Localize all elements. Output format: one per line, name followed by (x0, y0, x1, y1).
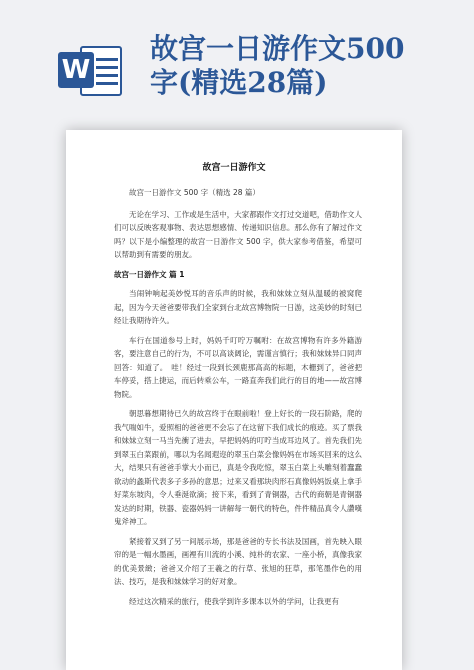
page-header (0, 0, 474, 130)
body-paragraph: 朝思暮想期待已久的故宫终于在眼前啦！登上好长的一段石阶路，爬的我气喘如牛，爱照相的爸爸更不会忘了在这留下我们成长的痕迹。买了票我和妹妹立刻一马当先衝了进去，早把妈妈的叮咛当成耳边风了。首先我们先到翠玉白菜跟前，哪以为名闻遐迩的翠玉白菜会像妈妈在市场买回来的这么大，结果只有爸爸手掌大小而已，真是令我吃惊，翠玉白菜上头雕刻着蠢蠢欲动的螽斯代表多子多孙的意思；过来又看那块肉形石真像妈妈饭桌上拿手好菜东坡肉，令人垂涎欲滴；接下来，看到了青铜器，古代的商朝是青铜器发达的时期，铁器、瓷器妈妈一讲解每一朝代的特色，件件精品真令人讚嘆鬼斧神工。 (114, 409, 362, 526)
document-title: 故宫一日游作文 (202, 163, 266, 173)
intro-paragraph: 无论在学习、工作或是生活中，大家都跟作文打过交道吧，借助作文人们可以反映客观事物、表达思想感情、传递知识信息。那么你有了解过作文吗？以下是小编整理的故宫一日游作文 500 字，供大家参考借鉴，希望可以帮助到有需要的朋友。 (114, 209, 362, 259)
document-preview (66, 130, 402, 670)
body-paragraph: 经过这次精采的旅行，使我学到许多课本以外的学问，让我更有 (129, 596, 339, 606)
page-title: 故宫一日游作文500字(精选28篇) (150, 32, 405, 99)
word-document-icon (58, 42, 124, 98)
word-letter-badge: W (58, 52, 94, 88)
section-heading: 故宫一日游作文 篇 1 (114, 269, 185, 279)
document-subtitle: 故宫一日游作文 500 字（精选 28 篇） (129, 188, 260, 197)
document-body (114, 186, 362, 614)
body-paragraph: 紧接着又到了另一间展示场，那是爸爸的专长书法及国画，首先映入眼帘的是一幅水墨画，画裡有川流的小溪、纯朴的农家、一座小桥，真像我家的优美景緻；爸爸又介绍了王羲之的行草、张旭的狂草，那笔墨作色的用法、技巧，是我和妹妹学习的好对象。 (114, 536, 362, 586)
body-paragraph: 车行在国道参号上时，妈妈千叮咛万嘱咐：在故宫博物有许多外籍游客，要注意自己的行为，不可以高谈阔论，需谨言慎行；我和妹妹异口同声回答：知道了。 哇！经过一段到长颈鹿那高高的标题，木栅到了，爸爸把车停妥，搭上捷运，而后转乘公车，一路直奔我们此行的目的地——故宫博物院。 (114, 335, 362, 399)
body-paragraph: 当闹钟响起美妙悦耳的音乐声的时候，我和妹妹立刻从温暖的被窝爬起，因为今天爸爸要带我们全家到台北故宫博物院一日游，这美妙的时刻已经让我期待许久。 (114, 289, 362, 325)
